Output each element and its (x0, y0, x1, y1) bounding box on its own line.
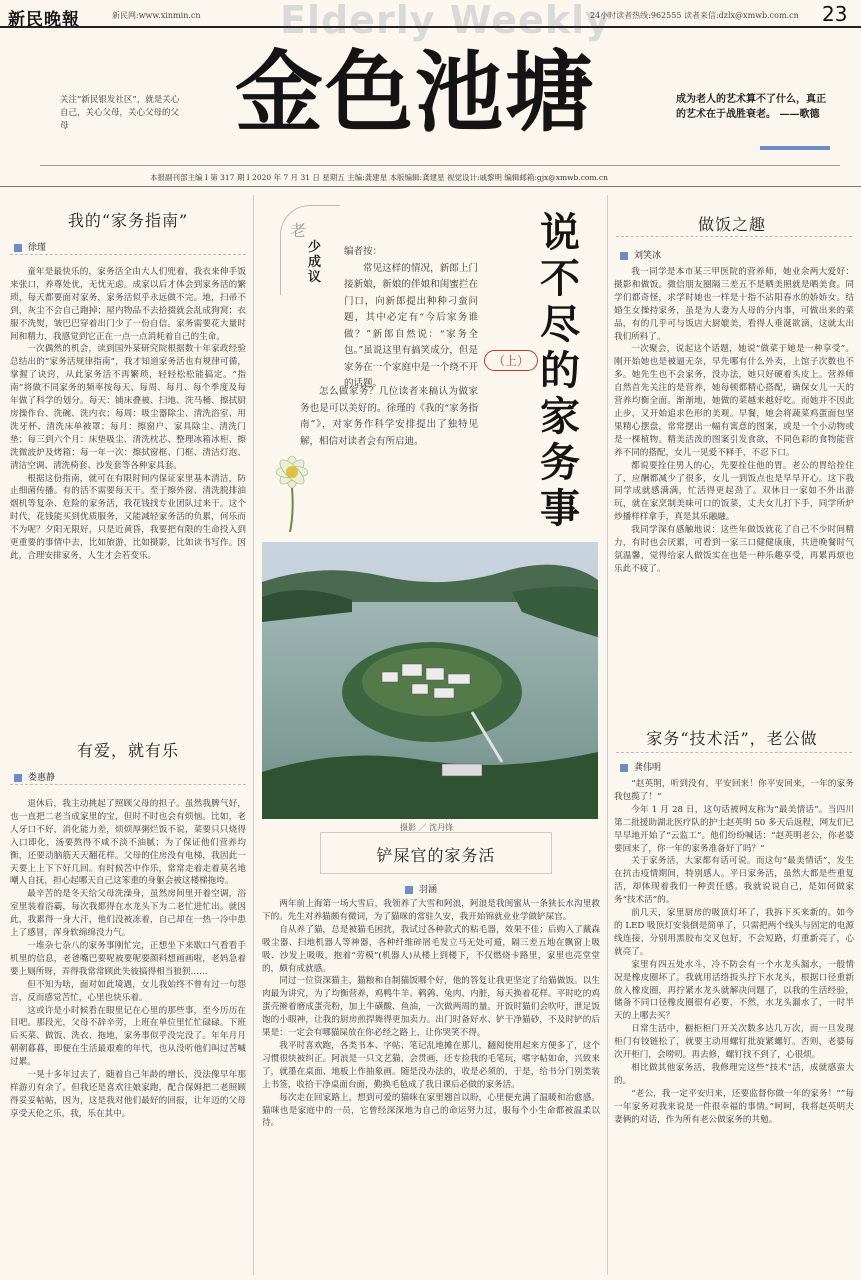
column-divider (253, 195, 254, 1275)
article-body (262, 898, 600, 1276)
masthead-left-note: 关注“新民银发社区”，就是关心自己，关心父母，关心父母的父母 (60, 95, 180, 131)
article-body (10, 798, 246, 1276)
feature-title: 说不尽的家务事 (540, 209, 580, 532)
page-number: 23 (822, 2, 848, 26)
paragraph: 今年 1 月 28 日，这句话被网友称为“最美情话”。当四川第二批援助湖北医疗队的护士赵英明 50 多天后返程，网友们已早早地开始了“云监工”。他们纷纷喊话：“赵英明老公，你老婆要回来了，你一年的家务准备好了吗？” (614, 804, 854, 854)
paragraph: 日常生活中，橱柜柜门开关次数多达几万次，而一旦发现柜门有铰链松了，就要主动用螺钉批旋紧螺钉。否则，老婆每次开柜门，会唠叨。再去修，螺钉找不到了，心很烦。 (614, 1024, 854, 1061)
paragraph: “老公，我一定平安归来，还要监督你做一年的家务！””每一年家务对我来说是一件很幸福的事情。”呵呵，我将赵英明夫妻俩的对话，作为所有老公做家务的共勉。 (614, 1088, 854, 1125)
paragraph: 都说要拴住男人的心，先要拴住他的胃。老公的胃给拴住了，应酬都减少了很多，女儿一到饭点也是早早开心。这下我同学成就感满满，忙活得更起劲了。双休日一家如不外出游玩，就在家烹制美味可口的饭菜，丈夫女儿打下手，同学所炉炒播样样拿手，真是其乐融融。 (614, 460, 854, 523)
paragraph: 我一同学是本市某三甲医院的营养师，她业余两大爱好：摄影和做饭。微信朋友圈隔三差五不是晒美照就是晒美食。同学们都奇怪，求学时她也一样是十指不沾阳春水的娇娇女。结婚生女操持家务，虽是为人妻为人母的分内事，可做出来的菜品，有的几乎可与饭店大厨媲美，看得人垂涎欲滴，这就太出我们所料了。 (614, 267, 854, 342)
author-name: 刘笑冰 (634, 251, 662, 261)
label-top: 老 (290, 221, 307, 240)
divider (10, 254, 246, 262)
article-body (10, 266, 246, 722)
reader-hotline: 24小时读者热线:962555 读者来信:dzlx@xmwb.com.cn (590, 11, 799, 20)
quote-author: ——歌德 (779, 109, 820, 120)
article-title: 铲屎官的家务活 (376, 846, 496, 865)
paragraph: 但不知为啥，面对如此境遇，女儿我始终不曾有过一句怨言，反而感觉苦忙，心里也快乐着。 (10, 979, 246, 1003)
author-marker (14, 774, 22, 782)
author-name: 娄惠静 (28, 773, 56, 783)
header-rule (0, 26, 861, 28)
article-title: 我的“家务指南” (67, 211, 189, 230)
paragraph: 一晃十多年过去了，随着自己年龄的增长，没法像早年那样游刃有余了。但我还是喜欢往娘家跑，配合保姆把二老照顾得妥妥帖帖，因为，这是我对他们最好的回报，让年迈的父母享受天伦之乐，我，乐在其中。 (10, 1070, 246, 1119)
lake-island-photo (262, 542, 598, 819)
paragraph: 两年前上海第一场大雪后，我领养了大雪和阿浪，阿浪是我闺蜜从一条狭长水沟里救下的。先生对养猫颇有微词，为了猫咪的常驻久安，我开始锦就业业学做铲屎官。 (262, 899, 600, 922)
photo-caption: 摄影 ／ 沈丹锋 (400, 823, 454, 832)
author-name: 龚伟明 (634, 763, 662, 773)
website-link[interactable]: 新民网:www.xinmin.cn (112, 11, 201, 20)
paragraph: 一次聚会，说起这个话题，她说“做菜于她是一种享受”。刚开始她也是被逼无奈，早先哪有什么外卖，上馆子次数也不多。她先生也不会家务，没办法，她只好硬着头皮上。营养师自然首先关注的是营养，她每顿都精心搭配，确保女儿一天的营养均衡全面。渐渐地，她做的菜越来越好吃。而她并不因此止步，又开始追求色形的美观。早餐，她会将蔬菜鸡蛋面包坚果精心摆盘，常常摆出一幅有寓意的图案，或是一个小动物或是一棵植物。精美活泼的图案引发食欲，不同色彩的食物能营养不同的搭配，女儿一见爱不释手，不忍下口。 (614, 344, 854, 458)
article-author (14, 240, 46, 253)
paragraph: “赵英明，听到没有，平安回来！你平安回来，一年的家务我包揽了！” (614, 779, 854, 802)
paragraph: 关于家务活，大家都有话可说。而这句“最美情话”，发生在抗击疫情期间，特别感人。平日家务活，虽然大都是些重复活，却体现着我们一种责任感。我就说说自己，是如何做家务“技术活”的。 (614, 856, 854, 906)
paragraph: 相比做其他家务活，我修理完这些“技术”活，成就感蛮大的。 (614, 1062, 854, 1086)
paragraph: 一堆杂七杂八的家务事刚忙完，正想坐下来歇口气看看手机里的信息，老爸嘴巴要呢被要呢要颜料想画画啦，老妈急着要上厕所呀，弄得我常常顾此失彼搞得相当狼狈…… (10, 940, 246, 977)
editor-note-greeting: 编者按： (344, 246, 383, 257)
paragraph: 同过一位资深猫主，猫粮和自制猫饭哪个好，他的答复让我更坚定了给猫做饭。以生肉最为讲究，为了均衡营养，鸡鸭牛羊、鹌鹑、兔肉、内脏，每天换着花样。平时吃的鸡蛋壳擀着磨成蛋壳粉，加上牛磺酸、鱼油，一次做两周的量。开饭时猫们会吹吁，泄足饭饱的小眼神，让我的厨房煎捍舞得更加卖力。出门时备好水、铲干净猫砂，不及时铲的后果是：一定会有哪猫屎放在你必经之路上，让你哭笑不得。 (262, 976, 600, 1039)
paragraph: 自从养了猫，总是被猫毛困扰，我试过各种款式的粘毛器，效果不佳；后购入了戴森吸尘器、扫地机器人等神器，各种纤维碎屑毛发立马无处可遁，隔三差五地在飘窗上吸吸、沙发上吸吸，抱着“劳模”(机器人)从楼上到楼下，不仅燃烧卡路里，家里也亮堂堂的，颇有成就感。 (262, 924, 600, 974)
article-title: 有爱，就有乐 (76, 741, 179, 760)
paragraph: 家里有四五处水斗，冷不防会有一个水龙头漏水，一般情况是橡皮圈坏了。我就用活络扳头拧下水龙头，根据口径重新放入橡皮圈，再拧紧水龙头就解决问题了，以我的生活经验，储备不同口径橡皮圈很有必要，不然，水龙头漏水了，一时半天的上哪去买？ (614, 959, 854, 1022)
article-title: 家务“技术活”，老公做 (646, 729, 818, 748)
column-divider (607, 195, 608, 1275)
paragraph: 童年是最快乐的，家务活全由大人们兜着，我衣来伸手饭来张口，养尊处优，无忧无虑。成家以后才体会到家务活的繁琐，每天都要面对家务，家务活似乎永远做不完。地，扫帚不到，灰尘不会自己跑掉；屋内物品不去拾掇就会乱成狗窝；衣服不洗熨，皱巴巴穿着出门少了一份自信。家务需要花大量时间和精力，我感觉到它正在一点一点消耗着自己的生命。 (10, 267, 246, 342)
paragraph: 我同学深有感触地说：这些年做饭就花了自己不少时间精力，有时也会厌累，可看到一家三口健健康康，共进晚餐时气氛温馨，觉得给家人做饭实在也是一种乐趣享受，再累再烦也乐此不疲了。 (614, 525, 854, 574)
article-author (405, 882, 437, 895)
paragraph: 这或许是小时候看在眼里记在心里的那些事，至今历历在目吧。那段光，父母不辞辛劳，上班在单位里忙忙碌碌。下班后买菜、做饭、洗衣、拖地，家务事似乎没完没了。年年月月朝朝暮暮，即便在生活最艰难的年代，也从没听他们叫过苦喊过累。 (10, 1005, 246, 1068)
article-author (620, 760, 661, 773)
article-body (614, 266, 854, 708)
article-author (620, 248, 661, 261)
weekly-title: Elderly Weekly (280, 0, 611, 42)
paragraph: 退休后，我主动挑起了照顾父母的担子。虽然我脾气好，也一直把二老当成家里的宝，但时不时也会有烦恼。比如，老人牙口不好，消化能力差，烦烦厚粥烂饭不说，菜要只只烧得入口即化，汤要熬得不咸不淡不油腻；为了保证他们营养均衡，还要动脑筋天天翻花样。父母的住房没有电梯，我因此一天要上上下下好几回。有时候苦中作乐，常常走着走着莫名地嘲人自抚，担心起哪天自己这笨重的身躯会被这楼梯拖垮。 (10, 799, 246, 887)
author-marker (620, 252, 628, 260)
paragraph: 怎么做家务？几位读者来稿认为做家务也是可以美好的。徐瑾的《我的“家务指南”》，对家务作科学安排提出了独特见解，相信对读者会有所启迪。 (300, 386, 478, 447)
masthead-accent-bar (760, 146, 830, 150)
feature-part-tag: （上） (484, 350, 538, 371)
editor-note-arc (280, 205, 340, 295)
masthead-quote (676, 92, 826, 122)
author-name: 羽涵 (419, 885, 438, 895)
article-author (14, 770, 55, 783)
quote-text: 成为老人的艺术算不了什么，真正的艺术在于战胜衰老。 (676, 94, 826, 120)
paragraph: 前几天，家里厨房的吸顶灯坏了，我拆下买来新的。如今的 LED 吸顶灯安装倒是简单了，只需把两个线头与固定的电源线连接，分别用黑胶布交叉包好，不会短路，灯重新亮了，心就亮了。 (614, 908, 854, 957)
daisy-illustration (262, 432, 332, 532)
paragraph: 最辛苦的是冬天给父母洗澡身，虽然房间里开着空调，浴室里装着浴霸，每次我都得在水龙头下为二老忙进忙出。就因此，我累得一身大汗，他们没被冻着，自己却在一热一冷中患上了感冒，浑身软绵绵没力气。 (10, 889, 246, 939)
author-marker (620, 764, 628, 772)
section-masthead-title: 金色池塘 (235, 40, 596, 144)
issue-credits: 本报副刊部主编 Ⅰ 第 317 期 Ⅰ 2020 年 7 月 31 日 星期五 主编:龚建星 本版编辑:龚建星 视觉设计:戚黎明 编辑邮箱:gjx@xmwb.com.cn (150, 173, 608, 182)
author-name: 徐瑾 (28, 243, 47, 253)
article-title: 做饭之趣 (697, 215, 766, 234)
divider (10, 784, 246, 792)
article-body (614, 778, 854, 1276)
divider (616, 236, 852, 244)
label-main: 少成议 (308, 240, 322, 285)
paragraph: 每次走在回家路上，想到可爱的猫咪在家里翘首以盼，心里便充满了温暖和治愈感。猫咪也是家庭中的一员，它曾经深深地为自己的命运努力过，服每个小生命都被温柔以待。 (262, 1092, 600, 1129)
author-marker (14, 244, 22, 252)
paragraph: 我平时喜欢跑，各类书本、字帖、笔记乱地摊在那儿，翻阅使用起来方便多了，这个习惯很快被纠正。阿浪是一只文艺猫，会贯画，还专捡我的毛笔玩，嗜字帖如命，兴致来了，就墨在桌面、地板上作抽象画。随是没办法的，收是必须的，于是，给书分门别类装上书签，收拾干净桌面台面，勤换毛毡成了我日课后必做的家务活。 (262, 1040, 600, 1090)
newspaper-logo: 新民晚報 (8, 10, 80, 30)
paragraph: 根据这份指南，就可在有限时间内保证家里基本清洁，防止细菌传播。有的活不需要每天干。至于擦外窗、清洗脱排油烟机等复杂、危险的家务活，我花钱找专业团队过来干。这个时代，花钱能买到优质服务，又能减轻家务活的负累，何乐而不为呢？夕阳无限好，只是近黄昏，我要把有限的生命投入到更重要的事情中去，比如旅游，比如摄影，比如读书写作。因此，合理安排家务，人生才会若变乐。 (10, 473, 246, 561)
divider (616, 752, 852, 760)
paragraph: 一次偶然的机会，读到国外某研究院根据数十年家政经验总结出的“家务活规律指南”，我才知道家务活也有规律可循，掌握了诀窍，从此家务活不再繁琐，轻轻松松能搞定。“指南”将做不同家务的频率按每天、每周、每月、每个季度及每年做了科学的划分。每天：铺床叠被、扫地、洗马桶、擦拭厨房操作台、洗碗、洗内衣；每周：吸尘器除尘、清洗浴室、用洗牙杯、清洗床单被罩；每月：擦窗户、家具除尘、清洗门垫；每三到六个月：床垫吸尘、清洗枕芯、整理冰箱冰柜、擦洗微波炉及烤箱；每一年一次：擦拭窗框、门框、清洁灯泡、清洁空调、清洗椅套、沙发套等各种家具套。 (10, 344, 246, 471)
credits-rule (0, 186, 861, 187)
masthead-rule (40, 165, 840, 166)
author-marker (405, 886, 413, 894)
paragraph: 常见这样的情况，新郎上门接新娘，新娘的伴娘和闺蜜拦在门口，向新郎提出种种刁蛮问题，其中必定有“今后家务谁做？”新郎自然说：“家务全包。”虽说这里有搞笑成分，但是家务在一个家庭中是一个绕不开的话题。 (344, 262, 478, 389)
